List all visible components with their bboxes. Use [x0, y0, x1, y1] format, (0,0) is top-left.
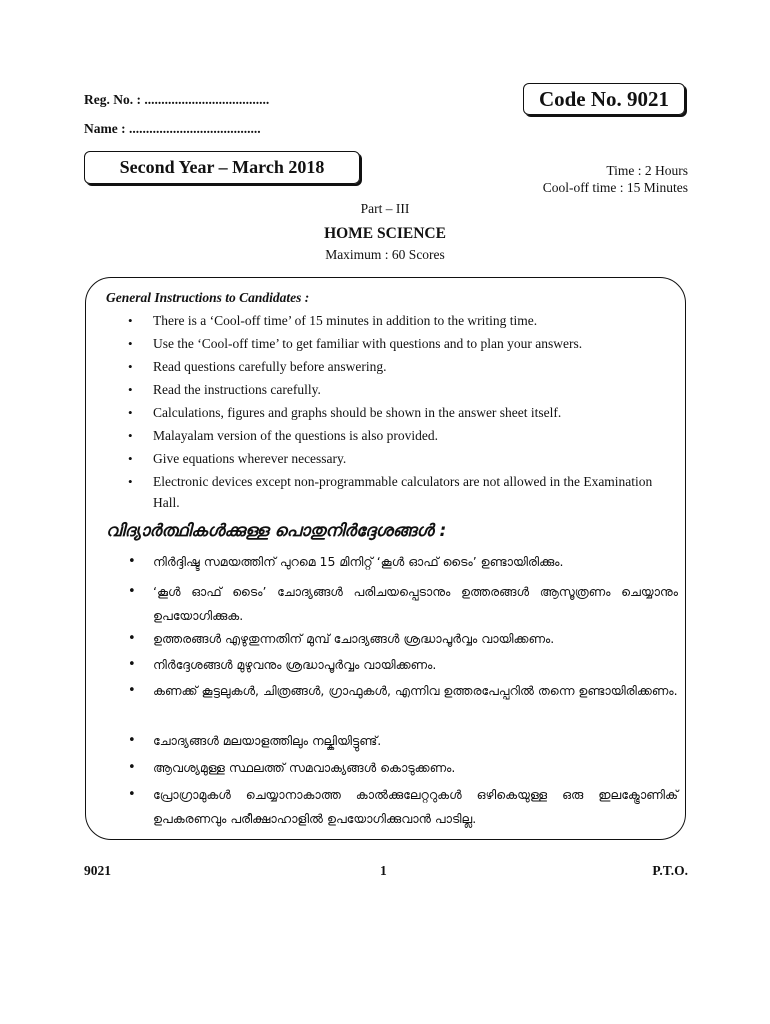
- bullet-icon: •: [128, 787, 136, 802]
- bullet-icon: •: [128, 359, 133, 374]
- part-label: Part – III: [360, 201, 410, 216]
- pto-label: P.T.O.: [652, 863, 688, 878]
- time-info: [543, 162, 688, 196]
- bullet-icon: •: [128, 451, 133, 466]
- bullet-icon: •: [128, 584, 136, 599]
- time-duration: Time : 2 Hours: [606, 163, 688, 178]
- instructions-heading: General Instructions to Candidates :: [106, 290, 310, 305]
- maximum-scores: Maximum : 60 Scores: [325, 247, 445, 262]
- bullet-icon: •: [128, 382, 133, 397]
- bullet-icon: •: [128, 405, 133, 420]
- page-number: 1: [380, 863, 387, 878]
- subject-title: HOME SCIENCE: [324, 225, 446, 242]
- bullet-icon: •: [128, 683, 136, 698]
- exam-session-box: Second Year – March 2018: [84, 151, 360, 184]
- footer-code: 9021: [84, 863, 111, 878]
- bullet-icon: •: [128, 428, 133, 443]
- reg-no-field: Reg. No. : .....................................: [84, 92, 270, 107]
- bullet-icon: •: [128, 733, 136, 748]
- bullet-icon: •: [128, 657, 136, 672]
- cool-off-time: Cool-off time : 15 Minutes: [542, 180, 688, 195]
- bullet-icon: •: [128, 760, 136, 775]
- bullet-icon: •: [128, 631, 136, 646]
- code-number-box: Code No. 9021: [523, 83, 685, 115]
- bullet-icon: •: [128, 336, 133, 351]
- name-field: Name : .......................................: [84, 121, 261, 136]
- malayalam-instructions-heading: വിദ്യാർത്ഥികൾക്കുള്ള പൊതുനിർദ്ദേശങ്ങൾ :: [106, 521, 447, 541]
- bullet-icon: •: [128, 474, 133, 489]
- bullet-icon: •: [128, 554, 136, 569]
- bullet-icon: •: [128, 313, 133, 328]
